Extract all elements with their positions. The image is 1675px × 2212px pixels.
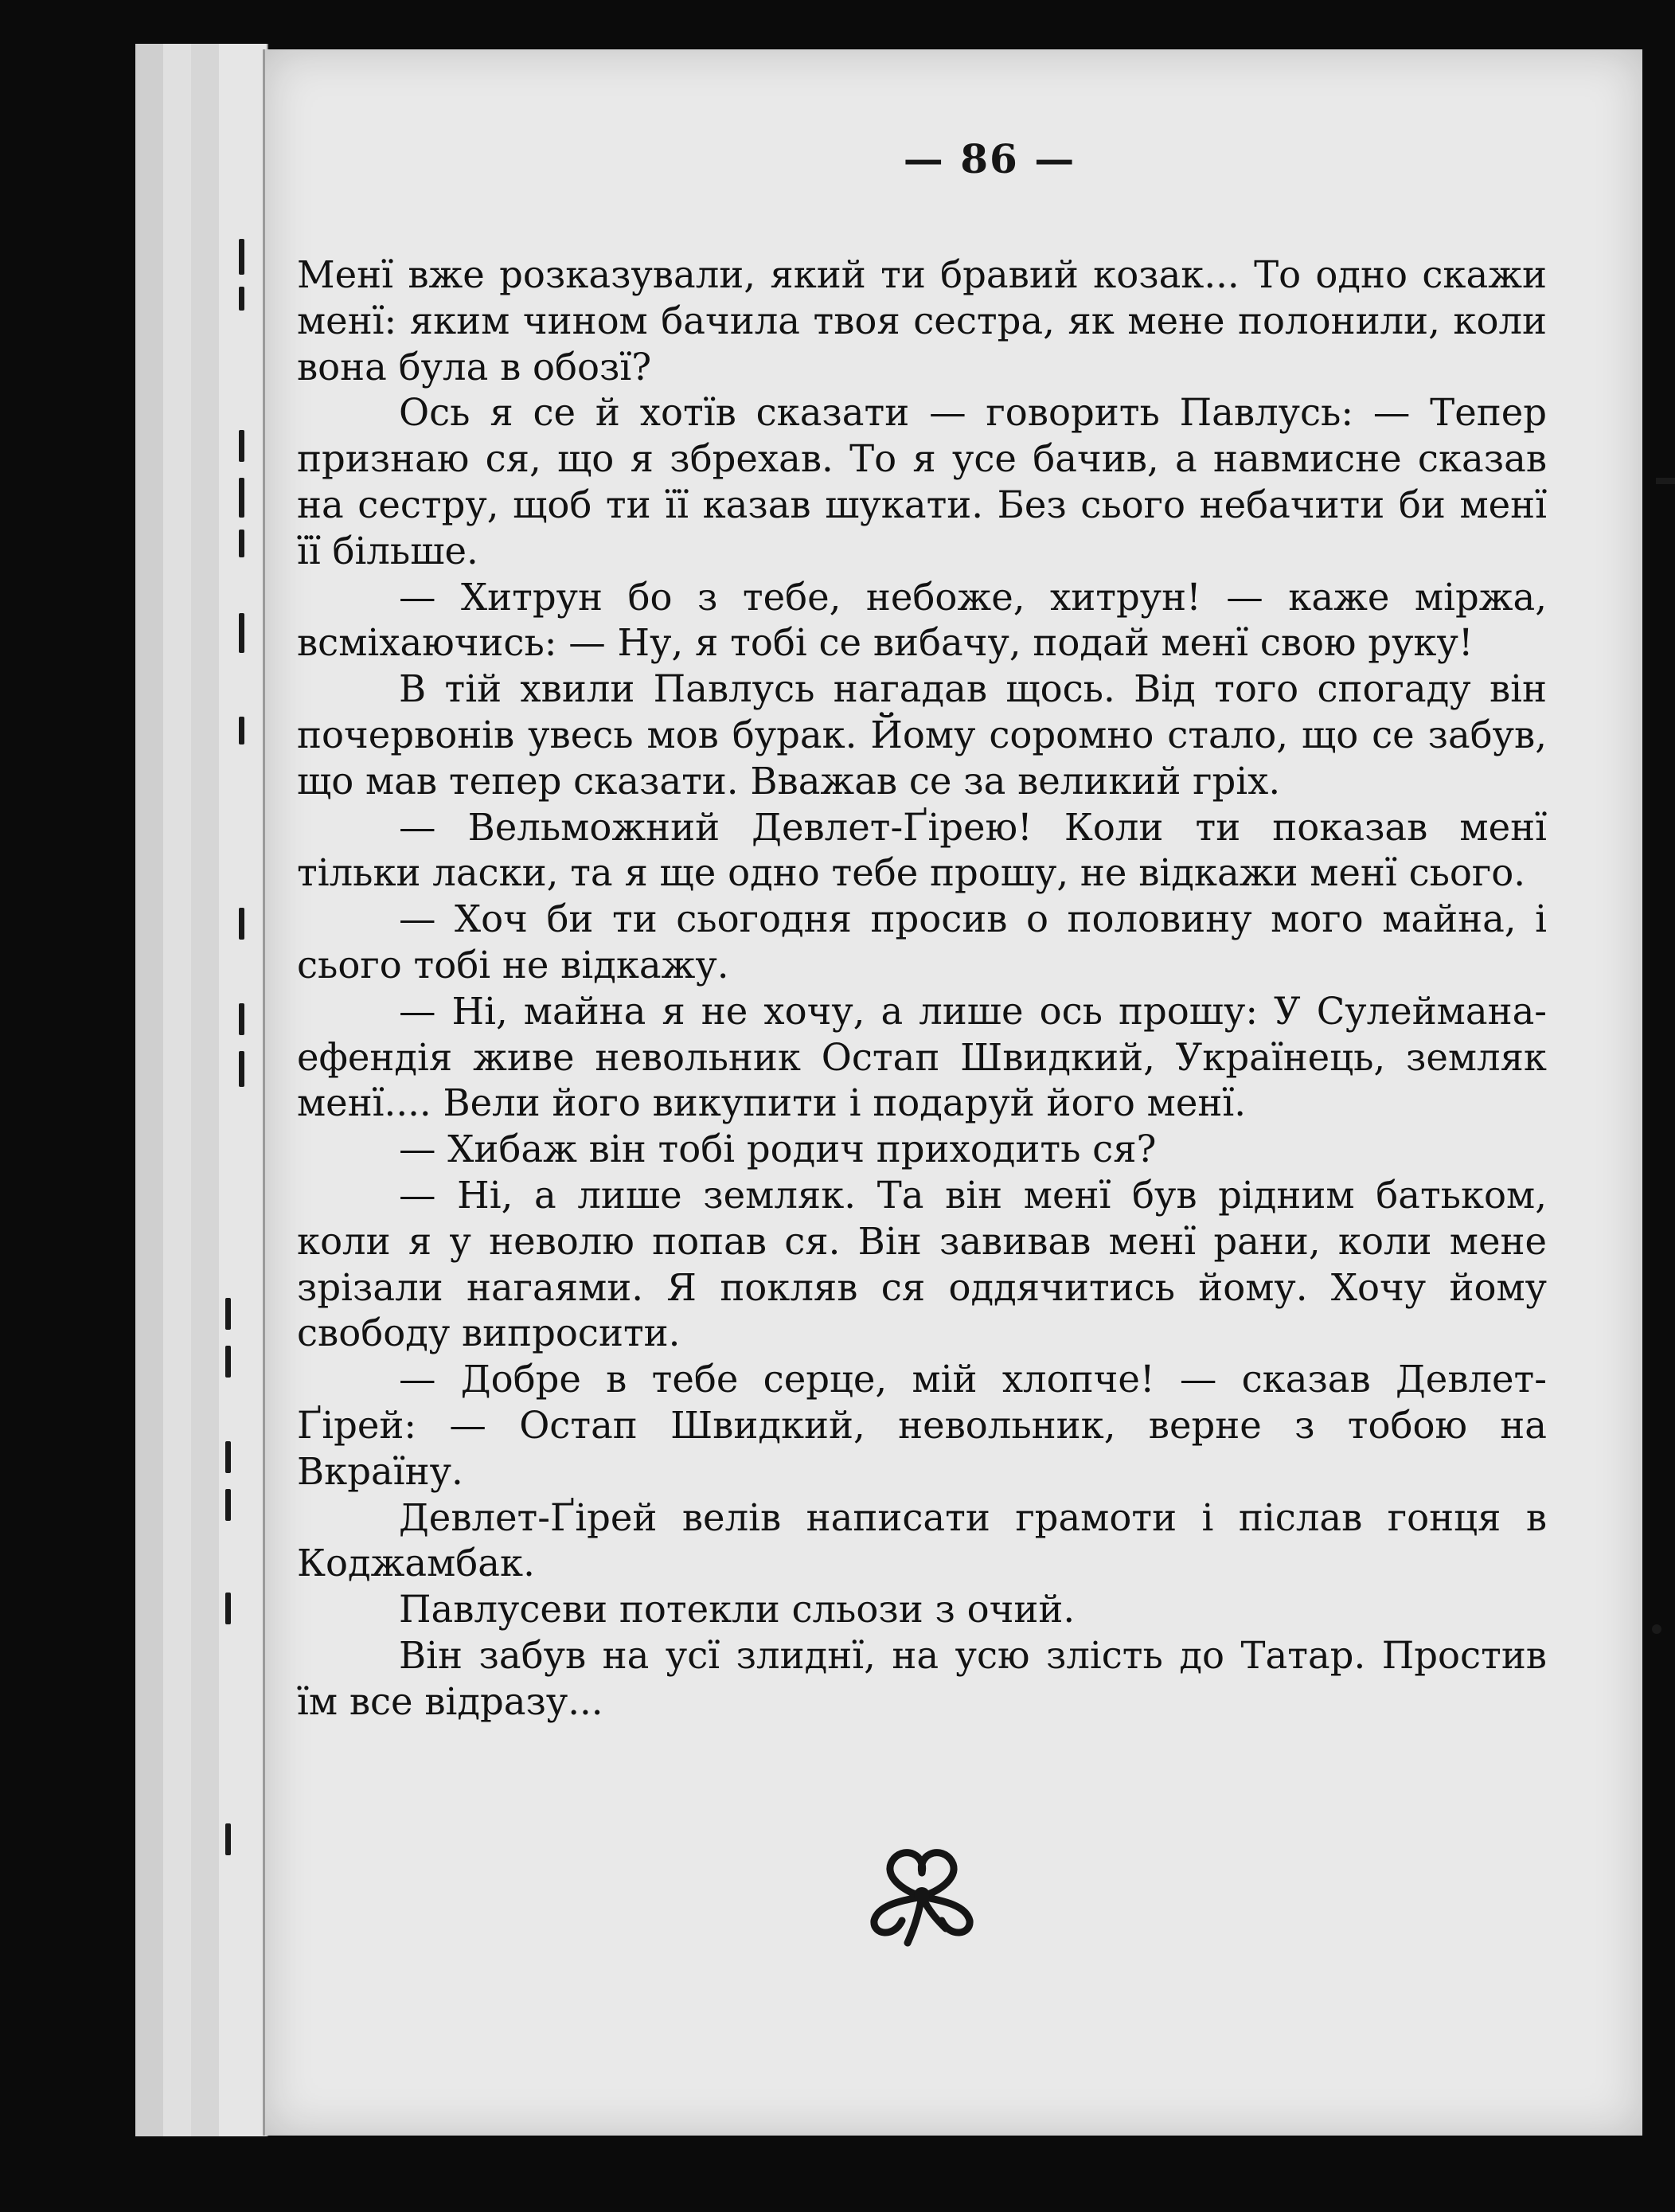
paragraph: — Нi, а лише земляк. Та вiн менї був рiдним батьком, коли я у неволю попав ся. Вiн завивав менї рани, коли мене зрiзали нагаями. Я покляв ся оддячитись йому. Хочу йому свободу випросити.	[297, 1173, 1547, 1355]
floral-ornament-icon	[858, 1841, 986, 1952]
edge-mark	[239, 478, 244, 518]
page-number: — 86 —	[903, 135, 1076, 182]
paragraph: Ось я се й хотїв сказати — говорить Павлусь: — Тепер признаю ся, що я збрехав. То я усе бачив, а навмисне сказав на сестру, щоб ти її казав шукати. Без сього небачити би менї її більше.	[297, 391, 1547, 573]
body-text	[297, 252, 1547, 1725]
edge-mark	[239, 1003, 244, 1035]
edge-mark	[239, 287, 244, 311]
edge-mark	[239, 717, 244, 744]
edge-mark	[225, 1823, 231, 1855]
paragraph: Вiн забув на усї злиднї, на усю злiсть до Татар. Простив їм все вiдразу...	[297, 1633, 1547, 1723]
paragraph: Девлет-Ґiрей велiв написати грамоти i пiслав гонця в Коджамбак.	[297, 1495, 1547, 1585]
paragraph: — Хитрун бо з тебе, небоже, хитрун! — каже мiржа, всмiхаючись: — Ну, я тобi се вибачу, подай менї свою руку!	[297, 575, 1547, 665]
edge-mark	[239, 1051, 244, 1087]
edge-mark	[239, 530, 244, 557]
paragraph: — Хоч би ти сьогодня просив о половину мого майна, i сього тобi не вiдкажу.	[297, 897, 1547, 987]
edge-mark	[225, 1298, 231, 1330]
edge-mark	[1652, 1624, 1661, 1634]
paragraph: Менї вже розказували, який ти бравий козак... То одно скажи менї: яким чином бачила твоя сестра, як мене полонили, коли вона була в обозї?	[297, 253, 1547, 389]
page-edge	[219, 44, 268, 2136]
paragraph: Павлусеви потекли сльози з очий.	[399, 1588, 1076, 1632]
edge-mark	[1656, 478, 1675, 484]
edge-mark	[239, 908, 244, 940]
edge-mark	[239, 239, 244, 275]
paragraph: В тiй хвили Павлусь нагадав щось. Вiд того спогаду вiн почервонiв увесь мов бурак. Йому соромно стало, що се забув, що мав тепер сказати. Вважав се за великий грiх.	[297, 667, 1547, 803]
edge-mark	[225, 1489, 231, 1521]
edge-mark	[225, 1346, 231, 1378]
paragraph: — Добре в тебе серце, мiй хлопче! — сказав Девлет-Ґiрей: — Остап Швидкий, невольник, верне з тобою на Вкраїну.	[297, 1358, 1547, 1493]
edge-mark	[225, 1441, 231, 1473]
edge-mark	[239, 430, 244, 462]
edge-mark	[225, 1593, 231, 1624]
paragraph: — Хибаж вiн тобi родич приходить ся?	[399, 1127, 1157, 1171]
edge-mark	[239, 613, 244, 653]
paragraph: — Нi, майна я не хочу, а лише ось прошу: У Сулейманa-ефендiя живе невольник Остап Швидкий, Українець, земляк менї.... Вели його викупити i подаруй його менї.	[297, 989, 1547, 1125]
paragraph: — Вельможний Девлет-Ґiрею! Коли ти показав менї тiльки ласки, та я ще одно тебе прошу, не вiдкажи менї сього.	[297, 805, 1547, 895]
book-page	[263, 49, 1642, 2136]
